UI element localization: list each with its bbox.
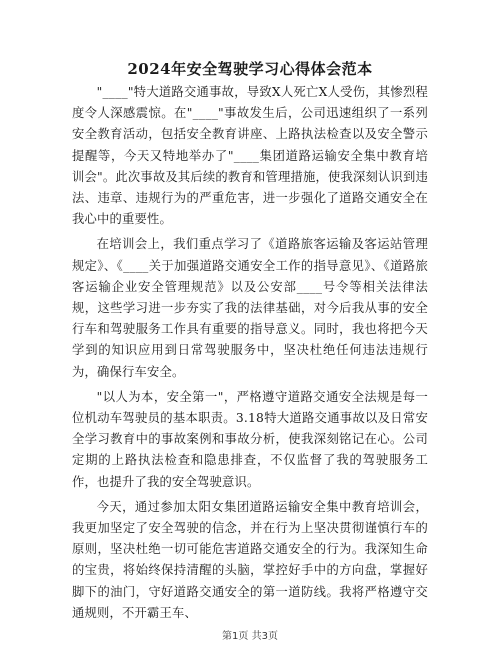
document-body: [72, 82, 428, 628]
page-footer: 第1页 共3页: [222, 631, 278, 642]
paragraph-1: "____"特大道路交通事故，导致X人死亡X人受伤，其惨烈程度令人深感震惊。在"____"事故发生后，公司迅速组织了一系列安全教育活动，包括安全教育讲座、上路执法检查以及安全警示提醒等，今天又特地举办了"____集团道路运输安全集中教育培训会"。此次事故及其后续的教育和管理措施，使我深刻认识到违法、违章、违规行为的严重危害，进一步强化了道路交通安全在我心中的重要性。: [72, 85, 428, 227]
paragraph-2: 在培训会上，我们重点学习了《道路旅客运输及客运站管理规定》、《____关于加强道路交通安全工作的指导意见》、《道路旅客运输企业安全管理规范》以及公安部____号令等相关法律法规，这些学习进一步夯实了我的法律基础，对今后我从事的安全行车和驾驶服务工作具有重要的指导意义。同时，我也将把今天学到的知识应用到日常驾驶服务中，坚决杜绝任何违法违规行为，确保行车安全。: [72, 237, 428, 379]
paragraph-3: "以人为本，安全第一"，严格遵守道路交通安全法规是每一位机动车驾驶员的基本职责。3.18特大道路交通事故以及日常安全学习教育中的事故案例和事故分析，使我深刻铭记在心。公司定期的上路执法检查和隐患排查，不仅监督了我的驾驶服务工作，也提升了我的安全驾驶意识。: [72, 389, 428, 489]
document-title: 2024年安全驾驶学习心得体会范本: [127, 60, 373, 78]
paragraph-4: 今天，通过参加太阳女集团道路运输安全集中教育培训会，我更加坚定了安全驾驶的信念，并在行为上坚决贯彻谨慎行车的原则，坚决杜绝一切可能危害道路交通安全的行为。我深知生命的宝贵，将始终保持清醒的头脑，掌控好手中的方向盘，掌握好脚下的油门，守好道路交通安全的第一道防线。我将严格遵守交通规则，不开霸王车、: [72, 499, 428, 620]
